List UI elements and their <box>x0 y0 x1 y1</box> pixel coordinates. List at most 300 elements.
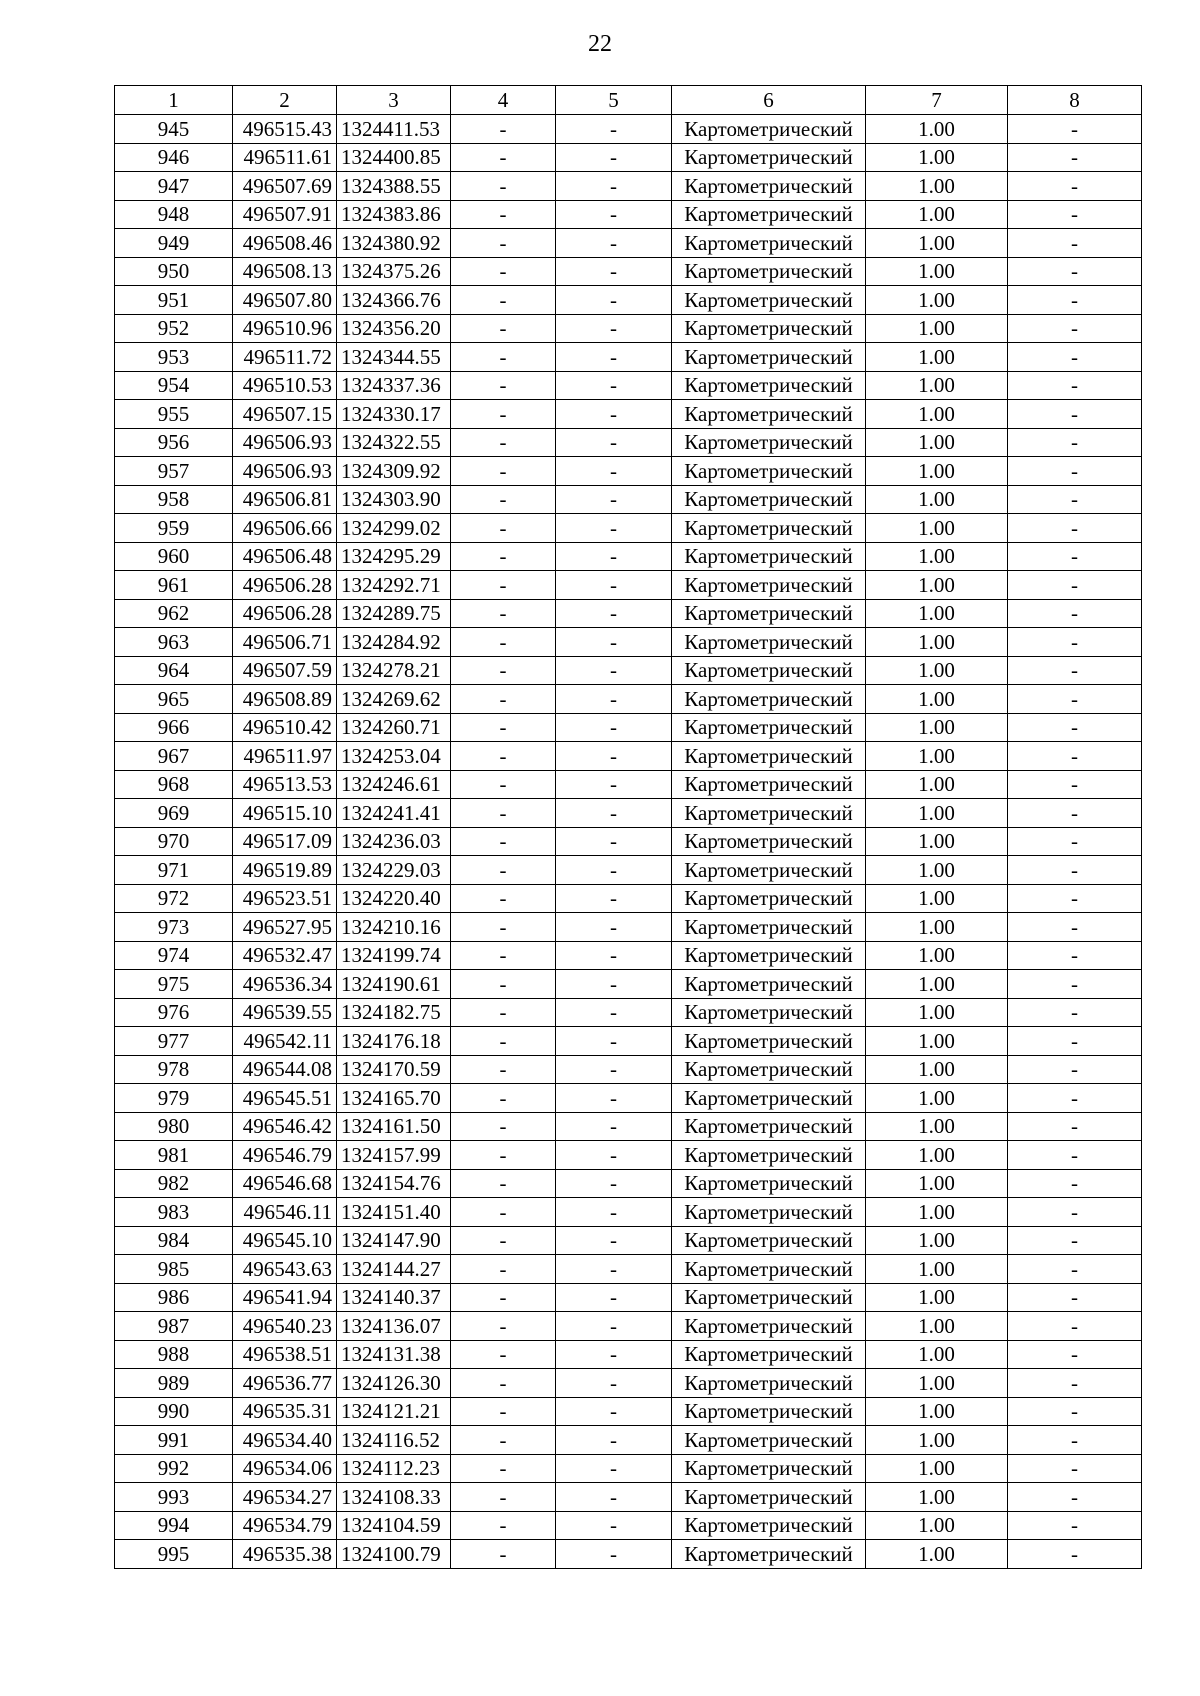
table-row <box>115 457 1142 486</box>
method-cell: Картометрический <box>672 970 866 999</box>
x-coordinate-cell: 496506.48 <box>233 542 337 571</box>
y-coordinate-cell: 1324147.90 <box>337 1226 451 1255</box>
column-8-cell: - <box>1008 941 1142 970</box>
column-4-cell: - <box>451 1426 556 1455</box>
column-8-cell: - <box>1008 799 1142 828</box>
method-cell: Картометрический <box>672 941 866 970</box>
column-8-cell: - <box>1008 571 1142 600</box>
accuracy-cell: 1.00 <box>866 542 1008 571</box>
point-number-cell: 958 <box>115 485 233 514</box>
column-4-cell: - <box>451 1340 556 1369</box>
y-coordinate-cell: 1324112.23 <box>337 1454 451 1483</box>
table-row <box>115 913 1142 942</box>
column-8-cell: - <box>1008 1426 1142 1455</box>
table-row <box>115 685 1142 714</box>
column-header: 5 <box>556 86 672 115</box>
column-5-cell: - <box>556 1340 672 1369</box>
column-header: 1 <box>115 86 233 115</box>
column-5-cell: - <box>556 1084 672 1113</box>
column-8-cell: - <box>1008 599 1142 628</box>
column-4-cell: - <box>451 742 556 771</box>
x-coordinate-cell: 496511.61 <box>233 143 337 172</box>
y-coordinate-cell: 1324154.76 <box>337 1169 451 1198</box>
x-coordinate-cell: 496507.80 <box>233 286 337 315</box>
column-4-cell: - <box>451 685 556 714</box>
table-row <box>115 1426 1142 1455</box>
method-cell: Картометрический <box>672 1312 866 1341</box>
table-row <box>115 799 1142 828</box>
y-coordinate-cell: 1324157.99 <box>337 1141 451 1170</box>
y-coordinate-cell: 1324388.55 <box>337 172 451 201</box>
y-coordinate-cell: 1324303.90 <box>337 485 451 514</box>
accuracy-cell: 1.00 <box>866 400 1008 429</box>
column-5-cell: - <box>556 1283 672 1312</box>
point-number-cell: 989 <box>115 1369 233 1398</box>
method-cell: Картометрический <box>672 856 866 885</box>
x-coordinate-cell: 496515.10 <box>233 799 337 828</box>
column-5-cell: - <box>556 1226 672 1255</box>
column-5-cell: - <box>556 514 672 543</box>
column-5-cell: - <box>556 542 672 571</box>
x-coordinate-cell: 496527.95 <box>233 913 337 942</box>
column-5-cell: - <box>556 1255 672 1284</box>
x-coordinate-cell: 496515.43 <box>233 115 337 144</box>
x-coordinate-cell: 496541.94 <box>233 1283 337 1312</box>
point-number-cell: 969 <box>115 799 233 828</box>
y-coordinate-cell: 1324356.20 <box>337 314 451 343</box>
method-cell: Картометрический <box>672 485 866 514</box>
point-number-cell: 976 <box>115 998 233 1027</box>
point-number-cell: 974 <box>115 941 233 970</box>
point-number-cell: 948 <box>115 200 233 229</box>
table-row <box>115 371 1142 400</box>
x-coordinate-cell: 496508.89 <box>233 685 337 714</box>
column-5-cell: - <box>556 599 672 628</box>
column-4-cell: - <box>451 1226 556 1255</box>
accuracy-cell: 1.00 <box>866 599 1008 628</box>
column-4-cell: - <box>451 656 556 685</box>
method-cell: Картометрический <box>672 998 866 1027</box>
point-number-cell: 949 <box>115 229 233 258</box>
x-coordinate-cell: 496506.93 <box>233 457 337 486</box>
y-coordinate-cell: 1324131.38 <box>337 1340 451 1369</box>
y-coordinate-cell: 1324366.76 <box>337 286 451 315</box>
column-5-cell: - <box>556 799 672 828</box>
column-5-cell: - <box>556 1055 672 1084</box>
table-row <box>115 257 1142 286</box>
table-body <box>115 86 1142 1569</box>
column-5-cell: - <box>556 1426 672 1455</box>
accuracy-cell: 1.00 <box>866 884 1008 913</box>
column-4-cell: - <box>451 970 556 999</box>
table-row <box>115 1055 1142 1084</box>
column-8-cell: - <box>1008 514 1142 543</box>
column-4-cell: - <box>451 1397 556 1426</box>
column-8-cell: - <box>1008 1540 1142 1569</box>
column-4-cell: - <box>451 770 556 799</box>
y-coordinate-cell: 1324210.16 <box>337 913 451 942</box>
column-4-cell: - <box>451 286 556 315</box>
column-8-cell: - <box>1008 1112 1142 1141</box>
accuracy-cell: 1.00 <box>866 1511 1008 1540</box>
y-coordinate-cell: 1324330.17 <box>337 400 451 429</box>
accuracy-cell: 1.00 <box>866 343 1008 372</box>
point-number-cell: 965 <box>115 685 233 714</box>
column-8-cell: - <box>1008 1511 1142 1540</box>
accuracy-cell: 1.00 <box>866 1112 1008 1141</box>
column-5-cell: - <box>556 1454 672 1483</box>
column-5-cell: - <box>556 1141 672 1170</box>
method-cell: Картометрический <box>672 371 866 400</box>
accuracy-cell: 1.00 <box>866 799 1008 828</box>
x-coordinate-cell: 496506.81 <box>233 485 337 514</box>
method-cell: Картометрический <box>672 571 866 600</box>
table-row <box>115 1226 1142 1255</box>
column-5-cell: - <box>556 1397 672 1426</box>
x-coordinate-cell: 496506.28 <box>233 599 337 628</box>
point-number-cell: 975 <box>115 970 233 999</box>
column-5-cell: - <box>556 314 672 343</box>
point-number-cell: 980 <box>115 1112 233 1141</box>
table-row <box>115 827 1142 856</box>
x-coordinate-cell: 496506.93 <box>233 428 337 457</box>
column-8-cell: - <box>1008 998 1142 1027</box>
method-cell: Картометрический <box>672 1454 866 1483</box>
column-4-cell: - <box>451 1112 556 1141</box>
column-4-cell: - <box>451 628 556 657</box>
table-row <box>115 970 1142 999</box>
table-header-row <box>115 86 1142 115</box>
accuracy-cell: 1.00 <box>866 514 1008 543</box>
accuracy-cell: 1.00 <box>866 1340 1008 1369</box>
method-cell: Картометрический <box>672 1027 866 1056</box>
column-4-cell: - <box>451 1027 556 1056</box>
method-cell: Картометрический <box>672 229 866 258</box>
column-4-cell: - <box>451 200 556 229</box>
accuracy-cell: 1.00 <box>866 685 1008 714</box>
column-4-cell: - <box>451 856 556 885</box>
x-coordinate-cell: 496510.96 <box>233 314 337 343</box>
point-number-cell: 982 <box>115 1169 233 1198</box>
column-8-cell: - <box>1008 1454 1142 1483</box>
point-number-cell: 946 <box>115 143 233 172</box>
accuracy-cell: 1.00 <box>866 1169 1008 1198</box>
method-cell: Картометрический <box>672 742 866 771</box>
column-4-cell: - <box>451 941 556 970</box>
x-coordinate-cell: 496517.09 <box>233 827 337 856</box>
method-cell: Картометрический <box>672 1511 866 1540</box>
point-number-cell: 947 <box>115 172 233 201</box>
point-number-cell: 960 <box>115 542 233 571</box>
x-coordinate-cell: 496508.46 <box>233 229 337 258</box>
accuracy-cell: 1.00 <box>866 485 1008 514</box>
method-cell: Картометрический <box>672 428 866 457</box>
column-5-cell: - <box>556 257 672 286</box>
column-header: 2 <box>233 86 337 115</box>
column-8-cell: - <box>1008 428 1142 457</box>
column-4-cell: - <box>451 998 556 1027</box>
accuracy-cell: 1.00 <box>866 1084 1008 1113</box>
y-coordinate-cell: 1324144.27 <box>337 1255 451 1284</box>
y-coordinate-cell: 1324136.07 <box>337 1312 451 1341</box>
column-8-cell: - <box>1008 457 1142 486</box>
accuracy-cell: 1.00 <box>866 229 1008 258</box>
table-row <box>115 884 1142 913</box>
accuracy-cell: 1.00 <box>866 970 1008 999</box>
column-8-cell: - <box>1008 1027 1142 1056</box>
method-cell: Картометрический <box>672 685 866 714</box>
table-row <box>115 314 1142 343</box>
column-8-cell: - <box>1008 314 1142 343</box>
y-coordinate-cell: 1324170.59 <box>337 1055 451 1084</box>
accuracy-cell: 1.00 <box>866 656 1008 685</box>
table-row <box>115 1397 1142 1426</box>
column-8-cell: - <box>1008 1312 1142 1341</box>
method-cell: Картометрический <box>672 457 866 486</box>
column-5-cell: - <box>556 998 672 1027</box>
accuracy-cell: 1.00 <box>866 314 1008 343</box>
table-row <box>115 1454 1142 1483</box>
accuracy-cell: 1.00 <box>866 1397 1008 1426</box>
y-coordinate-cell: 1324126.30 <box>337 1369 451 1398</box>
column-4-cell: - <box>451 542 556 571</box>
method-cell: Картометрический <box>672 1426 866 1455</box>
column-8-cell: - <box>1008 343 1142 372</box>
column-8-cell: - <box>1008 1255 1142 1284</box>
method-cell: Картометрический <box>672 913 866 942</box>
y-coordinate-cell: 1324253.04 <box>337 742 451 771</box>
method-cell: Картометрический <box>672 1255 866 1284</box>
x-coordinate-cell: 496535.38 <box>233 1540 337 1569</box>
point-number-cell: 973 <box>115 913 233 942</box>
y-coordinate-cell: 1324161.50 <box>337 1112 451 1141</box>
column-4-cell: - <box>451 571 556 600</box>
y-coordinate-cell: 1324400.85 <box>337 143 451 172</box>
accuracy-cell: 1.00 <box>866 1483 1008 1512</box>
point-number-cell: 970 <box>115 827 233 856</box>
table-row <box>115 514 1142 543</box>
column-4-cell: - <box>451 343 556 372</box>
accuracy-cell: 1.00 <box>866 457 1008 486</box>
x-coordinate-cell: 496511.97 <box>233 742 337 771</box>
table-row <box>115 1540 1142 1569</box>
column-4-cell: - <box>451 1369 556 1398</box>
x-coordinate-cell: 496538.51 <box>233 1340 337 1369</box>
accuracy-cell: 1.00 <box>866 628 1008 657</box>
method-cell: Картометрический <box>672 514 866 543</box>
point-number-cell: 992 <box>115 1454 233 1483</box>
method-cell: Картометрический <box>672 1141 866 1170</box>
column-5-cell: - <box>556 172 672 201</box>
y-coordinate-cell: 1324383.86 <box>337 200 451 229</box>
column-8-cell: - <box>1008 257 1142 286</box>
column-8-cell: - <box>1008 827 1142 856</box>
column-8-cell: - <box>1008 656 1142 685</box>
x-coordinate-cell: 496534.06 <box>233 1454 337 1483</box>
x-coordinate-cell: 496546.42 <box>233 1112 337 1141</box>
point-number-cell: 952 <box>115 314 233 343</box>
x-coordinate-cell: 496534.40 <box>233 1426 337 1455</box>
point-number-cell: 984 <box>115 1226 233 1255</box>
method-cell: Картометрический <box>672 799 866 828</box>
column-5-cell: - <box>556 1540 672 1569</box>
point-number-cell: 986 <box>115 1283 233 1312</box>
table-row <box>115 1312 1142 1341</box>
column-4-cell: - <box>451 1084 556 1113</box>
column-5-cell: - <box>556 1198 672 1227</box>
x-coordinate-cell: 496508.13 <box>233 257 337 286</box>
column-8-cell: - <box>1008 913 1142 942</box>
y-coordinate-cell: 1324269.62 <box>337 685 451 714</box>
point-number-cell: 966 <box>115 713 233 742</box>
column-4-cell: - <box>451 599 556 628</box>
point-number-cell: 963 <box>115 628 233 657</box>
point-number-cell: 985 <box>115 1255 233 1284</box>
accuracy-cell: 1.00 <box>866 856 1008 885</box>
column-4-cell: - <box>451 884 556 913</box>
y-coordinate-cell: 1324190.61 <box>337 970 451 999</box>
method-cell: Картометрический <box>672 286 866 315</box>
table-row <box>115 115 1142 144</box>
table-row <box>115 998 1142 1027</box>
x-coordinate-cell: 496506.71 <box>233 628 337 657</box>
point-number-cell: 945 <box>115 115 233 144</box>
accuracy-cell: 1.00 <box>866 1226 1008 1255</box>
column-5-cell: - <box>556 713 672 742</box>
point-number-cell: 953 <box>115 343 233 372</box>
column-5-cell: - <box>556 143 672 172</box>
method-cell: Картометрический <box>672 599 866 628</box>
column-8-cell: - <box>1008 970 1142 999</box>
column-4-cell: - <box>451 1312 556 1341</box>
point-number-cell: 983 <box>115 1198 233 1227</box>
column-8-cell: - <box>1008 1084 1142 1113</box>
accuracy-cell: 1.00 <box>866 1055 1008 1084</box>
accuracy-cell: 1.00 <box>866 115 1008 144</box>
column-8-cell: - <box>1008 400 1142 429</box>
column-8-cell: - <box>1008 1397 1142 1426</box>
x-coordinate-cell: 496510.42 <box>233 713 337 742</box>
column-5-cell: - <box>556 884 672 913</box>
column-4-cell: - <box>451 1511 556 1540</box>
method-cell: Картометрический <box>672 314 866 343</box>
x-coordinate-cell: 496506.66 <box>233 514 337 543</box>
accuracy-cell: 1.00 <box>866 913 1008 942</box>
column-4-cell: - <box>451 485 556 514</box>
point-number-cell: 979 <box>115 1084 233 1113</box>
table-row <box>115 400 1142 429</box>
column-5-cell: - <box>556 1027 672 1056</box>
y-coordinate-cell: 1324182.75 <box>337 998 451 1027</box>
column-4-cell: - <box>451 913 556 942</box>
accuracy-cell: 1.00 <box>866 371 1008 400</box>
column-5-cell: - <box>556 770 672 799</box>
accuracy-cell: 1.00 <box>866 257 1008 286</box>
column-4-cell: - <box>451 115 556 144</box>
point-number-cell: 954 <box>115 371 233 400</box>
x-coordinate-cell: 496506.28 <box>233 571 337 600</box>
accuracy-cell: 1.00 <box>866 1454 1008 1483</box>
column-8-cell: - <box>1008 884 1142 913</box>
table-row <box>115 229 1142 258</box>
x-coordinate-cell: 496507.59 <box>233 656 337 685</box>
point-number-cell: 950 <box>115 257 233 286</box>
table-row <box>115 143 1142 172</box>
table-row <box>115 941 1142 970</box>
y-coordinate-cell: 1324151.40 <box>337 1198 451 1227</box>
accuracy-cell: 1.00 <box>866 1369 1008 1398</box>
column-5-cell: - <box>556 343 672 372</box>
column-4-cell: - <box>451 257 556 286</box>
method-cell: Картометрический <box>672 1084 866 1113</box>
column-4-cell: - <box>451 428 556 457</box>
y-coordinate-cell: 1324176.18 <box>337 1027 451 1056</box>
table-row <box>115 628 1142 657</box>
column-5-cell: - <box>556 1112 672 1141</box>
accuracy-cell: 1.00 <box>866 713 1008 742</box>
method-cell: Картометрический <box>672 1283 866 1312</box>
column-8-cell: - <box>1008 742 1142 771</box>
method-cell: Картометрический <box>672 884 866 913</box>
point-number-cell: 991 <box>115 1426 233 1455</box>
accuracy-cell: 1.00 <box>866 571 1008 600</box>
point-number-cell: 977 <box>115 1027 233 1056</box>
coordinates-table <box>114 85 1142 1569</box>
table-row <box>115 1340 1142 1369</box>
y-coordinate-cell: 1324108.33 <box>337 1483 451 1512</box>
method-cell: Картометрический <box>672 827 866 856</box>
x-coordinate-cell: 496542.11 <box>233 1027 337 1056</box>
column-header: 4 <box>451 86 556 115</box>
column-8-cell: - <box>1008 172 1142 201</box>
x-coordinate-cell: 496507.91 <box>233 200 337 229</box>
column-5-cell: - <box>556 571 672 600</box>
method-cell: Картометрический <box>672 200 866 229</box>
x-coordinate-cell: 496507.69 <box>233 172 337 201</box>
y-coordinate-cell: 1324337.36 <box>337 371 451 400</box>
table-row <box>115 856 1142 885</box>
column-5-cell: - <box>556 485 672 514</box>
column-4-cell: - <box>451 457 556 486</box>
point-number-cell: 962 <box>115 599 233 628</box>
column-8-cell: - <box>1008 856 1142 885</box>
y-coordinate-cell: 1324380.92 <box>337 229 451 258</box>
accuracy-cell: 1.00 <box>866 827 1008 856</box>
table-row <box>115 1169 1142 1198</box>
column-8-cell: - <box>1008 1340 1142 1369</box>
x-coordinate-cell: 496540.23 <box>233 1312 337 1341</box>
column-5-cell: - <box>556 656 672 685</box>
y-coordinate-cell: 1324241.41 <box>337 799 451 828</box>
point-number-cell: 951 <box>115 286 233 315</box>
y-coordinate-cell: 1324295.29 <box>337 542 451 571</box>
point-number-cell: 981 <box>115 1141 233 1170</box>
column-8-cell: - <box>1008 1198 1142 1227</box>
point-number-cell: 955 <box>115 400 233 429</box>
table-row <box>115 1283 1142 1312</box>
x-coordinate-cell: 496546.11 <box>233 1198 337 1227</box>
table-row <box>115 428 1142 457</box>
column-4-cell: - <box>451 314 556 343</box>
y-coordinate-cell: 1324289.75 <box>337 599 451 628</box>
column-4-cell: - <box>451 1198 556 1227</box>
point-number-cell: 990 <box>115 1397 233 1426</box>
column-4-cell: - <box>451 172 556 201</box>
method-cell: Картометрический <box>672 713 866 742</box>
column-5-cell: - <box>556 970 672 999</box>
y-coordinate-cell: 1324236.03 <box>337 827 451 856</box>
column-4-cell: - <box>451 1169 556 1198</box>
